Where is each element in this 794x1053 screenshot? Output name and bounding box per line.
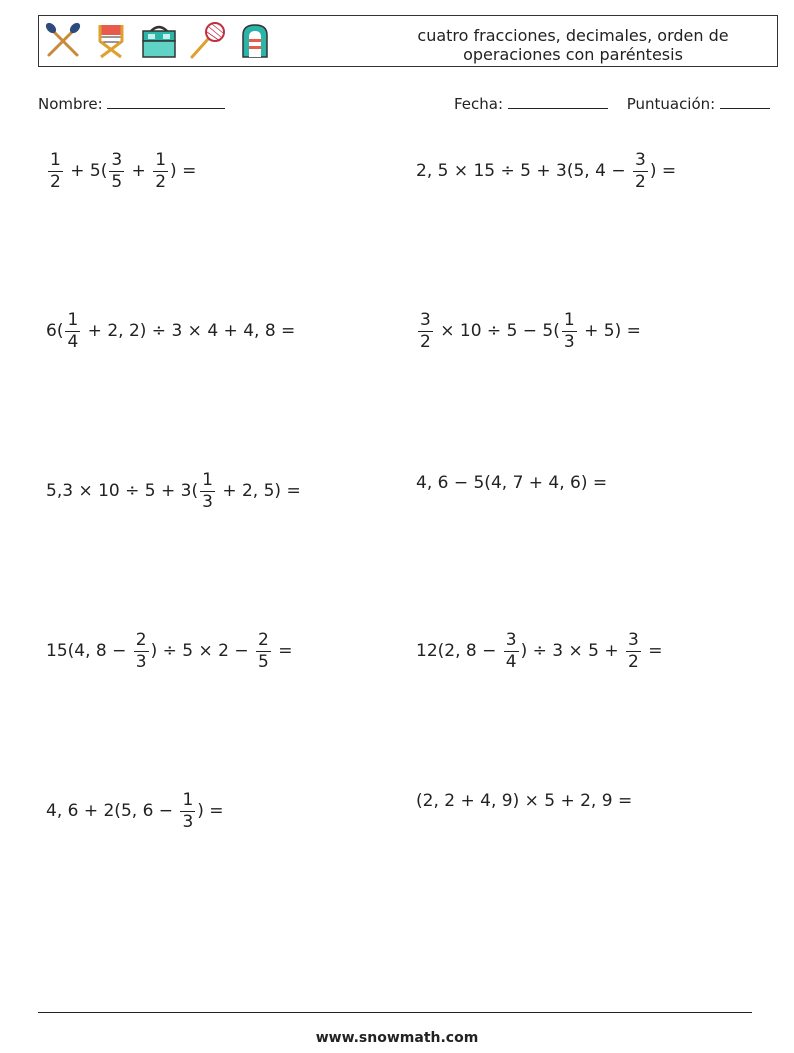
expression-text: 4, 6 − 5(4, 7 + 4, 6) = xyxy=(416,473,608,493)
problem-10 xyxy=(416,776,632,826)
fraction xyxy=(626,629,641,672)
student-info-row xyxy=(38,94,770,116)
problem-4 xyxy=(416,306,641,356)
problem-3 xyxy=(46,306,295,356)
expression-text: 6( xyxy=(46,321,64,341)
expression-text: 15(4, 8 − xyxy=(46,641,132,661)
expression-text: + 5( xyxy=(64,161,108,181)
expression-text: + 2, 5) = xyxy=(216,481,301,501)
denominator: 5 xyxy=(111,171,123,192)
expression-text: + 5) = xyxy=(578,321,641,341)
expression-text: = xyxy=(272,641,293,661)
denominator: 3 xyxy=(182,811,194,832)
expression-text: 4, 6 + 2(5, 6 − xyxy=(46,801,179,821)
numerator: 3 xyxy=(111,149,123,170)
numerator: 3 xyxy=(505,629,517,650)
denominator: 3 xyxy=(563,331,575,352)
expression-text: + xyxy=(126,161,152,181)
denominator: 3 xyxy=(202,491,213,512)
fraction xyxy=(256,629,271,672)
expression-text: ) ÷ 5 × 2 − xyxy=(150,641,255,661)
denominator: 2 xyxy=(628,651,639,672)
butterfly-net-icon xyxy=(187,21,227,61)
name-label: Nombre: xyxy=(38,95,103,113)
fraction xyxy=(562,309,577,352)
fraction xyxy=(134,629,149,672)
director-chair-icon xyxy=(91,21,131,61)
fraction xyxy=(504,629,519,672)
score-field[interactable] xyxy=(627,94,770,113)
expression-text: 12(2, 8 − xyxy=(416,641,502,661)
problem-5 xyxy=(46,466,301,516)
problem-2 xyxy=(416,146,676,196)
problem-1 xyxy=(46,146,196,196)
fraction xyxy=(200,469,215,512)
numerator: 1 xyxy=(155,149,167,170)
numerator: 3 xyxy=(420,309,431,330)
numerator: 3 xyxy=(628,629,639,650)
denominator: 5 xyxy=(258,651,269,672)
expression-text: (2, 2 + 4, 9) × 5 + 2, 9 = xyxy=(416,791,633,811)
expression-text: × 10 ÷ 5 − 5( xyxy=(434,321,560,341)
expression-text: ) = xyxy=(170,161,197,181)
cooler-box-icon xyxy=(139,21,179,61)
worksheet-header xyxy=(38,15,778,67)
score-label: Puntuación: xyxy=(626,95,716,113)
fraction xyxy=(65,309,80,352)
numerator: 1 xyxy=(202,469,213,490)
numerator: 1 xyxy=(182,789,194,810)
paddles-icon xyxy=(43,21,83,61)
numerator: 1 xyxy=(67,309,79,330)
score-blank[interactable] xyxy=(720,94,770,109)
problem-8 xyxy=(416,626,663,676)
date-label: Fecha: xyxy=(454,95,504,113)
icon-strip xyxy=(43,21,275,61)
fraction xyxy=(153,149,168,192)
numerator: 3 xyxy=(634,149,646,170)
denominator: 4 xyxy=(67,331,79,352)
denominator: 2 xyxy=(420,331,431,352)
date-blank[interactable] xyxy=(508,94,608,109)
worksheet-title xyxy=(403,26,743,64)
life-jacket-icon xyxy=(235,21,275,61)
expression-text: 5,3 × 10 ÷ 5 + 3( xyxy=(46,481,199,501)
denominator: 2 xyxy=(50,171,61,192)
problem-6 xyxy=(416,458,607,508)
problem-7 xyxy=(46,626,293,676)
denominator: 3 xyxy=(135,651,147,672)
expression-text: = xyxy=(642,641,663,661)
numerator: 1 xyxy=(50,149,61,170)
problem-9 xyxy=(46,786,224,836)
numerator: 2 xyxy=(258,629,269,650)
fraction xyxy=(180,789,195,832)
fraction xyxy=(633,149,648,192)
denominator: 2 xyxy=(155,171,167,192)
fraction xyxy=(48,149,63,192)
expression-text: 2, 5 × 15 ÷ 5 + 3(5, 4 − xyxy=(416,161,631,181)
denominator: 4 xyxy=(505,651,517,672)
denominator: 2 xyxy=(634,171,646,192)
fraction xyxy=(109,149,124,192)
date-field[interactable] xyxy=(454,94,608,113)
fraction xyxy=(418,309,433,352)
numerator: 1 xyxy=(563,309,575,330)
expression-text: + 2, 2) ÷ 3 × 4 + 4, 8 = xyxy=(82,321,296,341)
expression-text: ) = xyxy=(197,801,224,821)
footer-site: www.snowmath.com xyxy=(315,1030,479,1046)
expression-text: ) = xyxy=(649,161,677,181)
title-line-2: operaciones con paréntesis xyxy=(463,45,683,64)
numerator: 2 xyxy=(135,629,147,650)
title-line-1: cuatro fracciones, decimales, orden de xyxy=(417,26,729,45)
footer-divider xyxy=(38,1012,752,1013)
expression-text: ) ÷ 3 × 5 + xyxy=(520,641,625,661)
name-blank[interactable] xyxy=(107,94,225,109)
name-field[interactable] xyxy=(38,94,225,113)
